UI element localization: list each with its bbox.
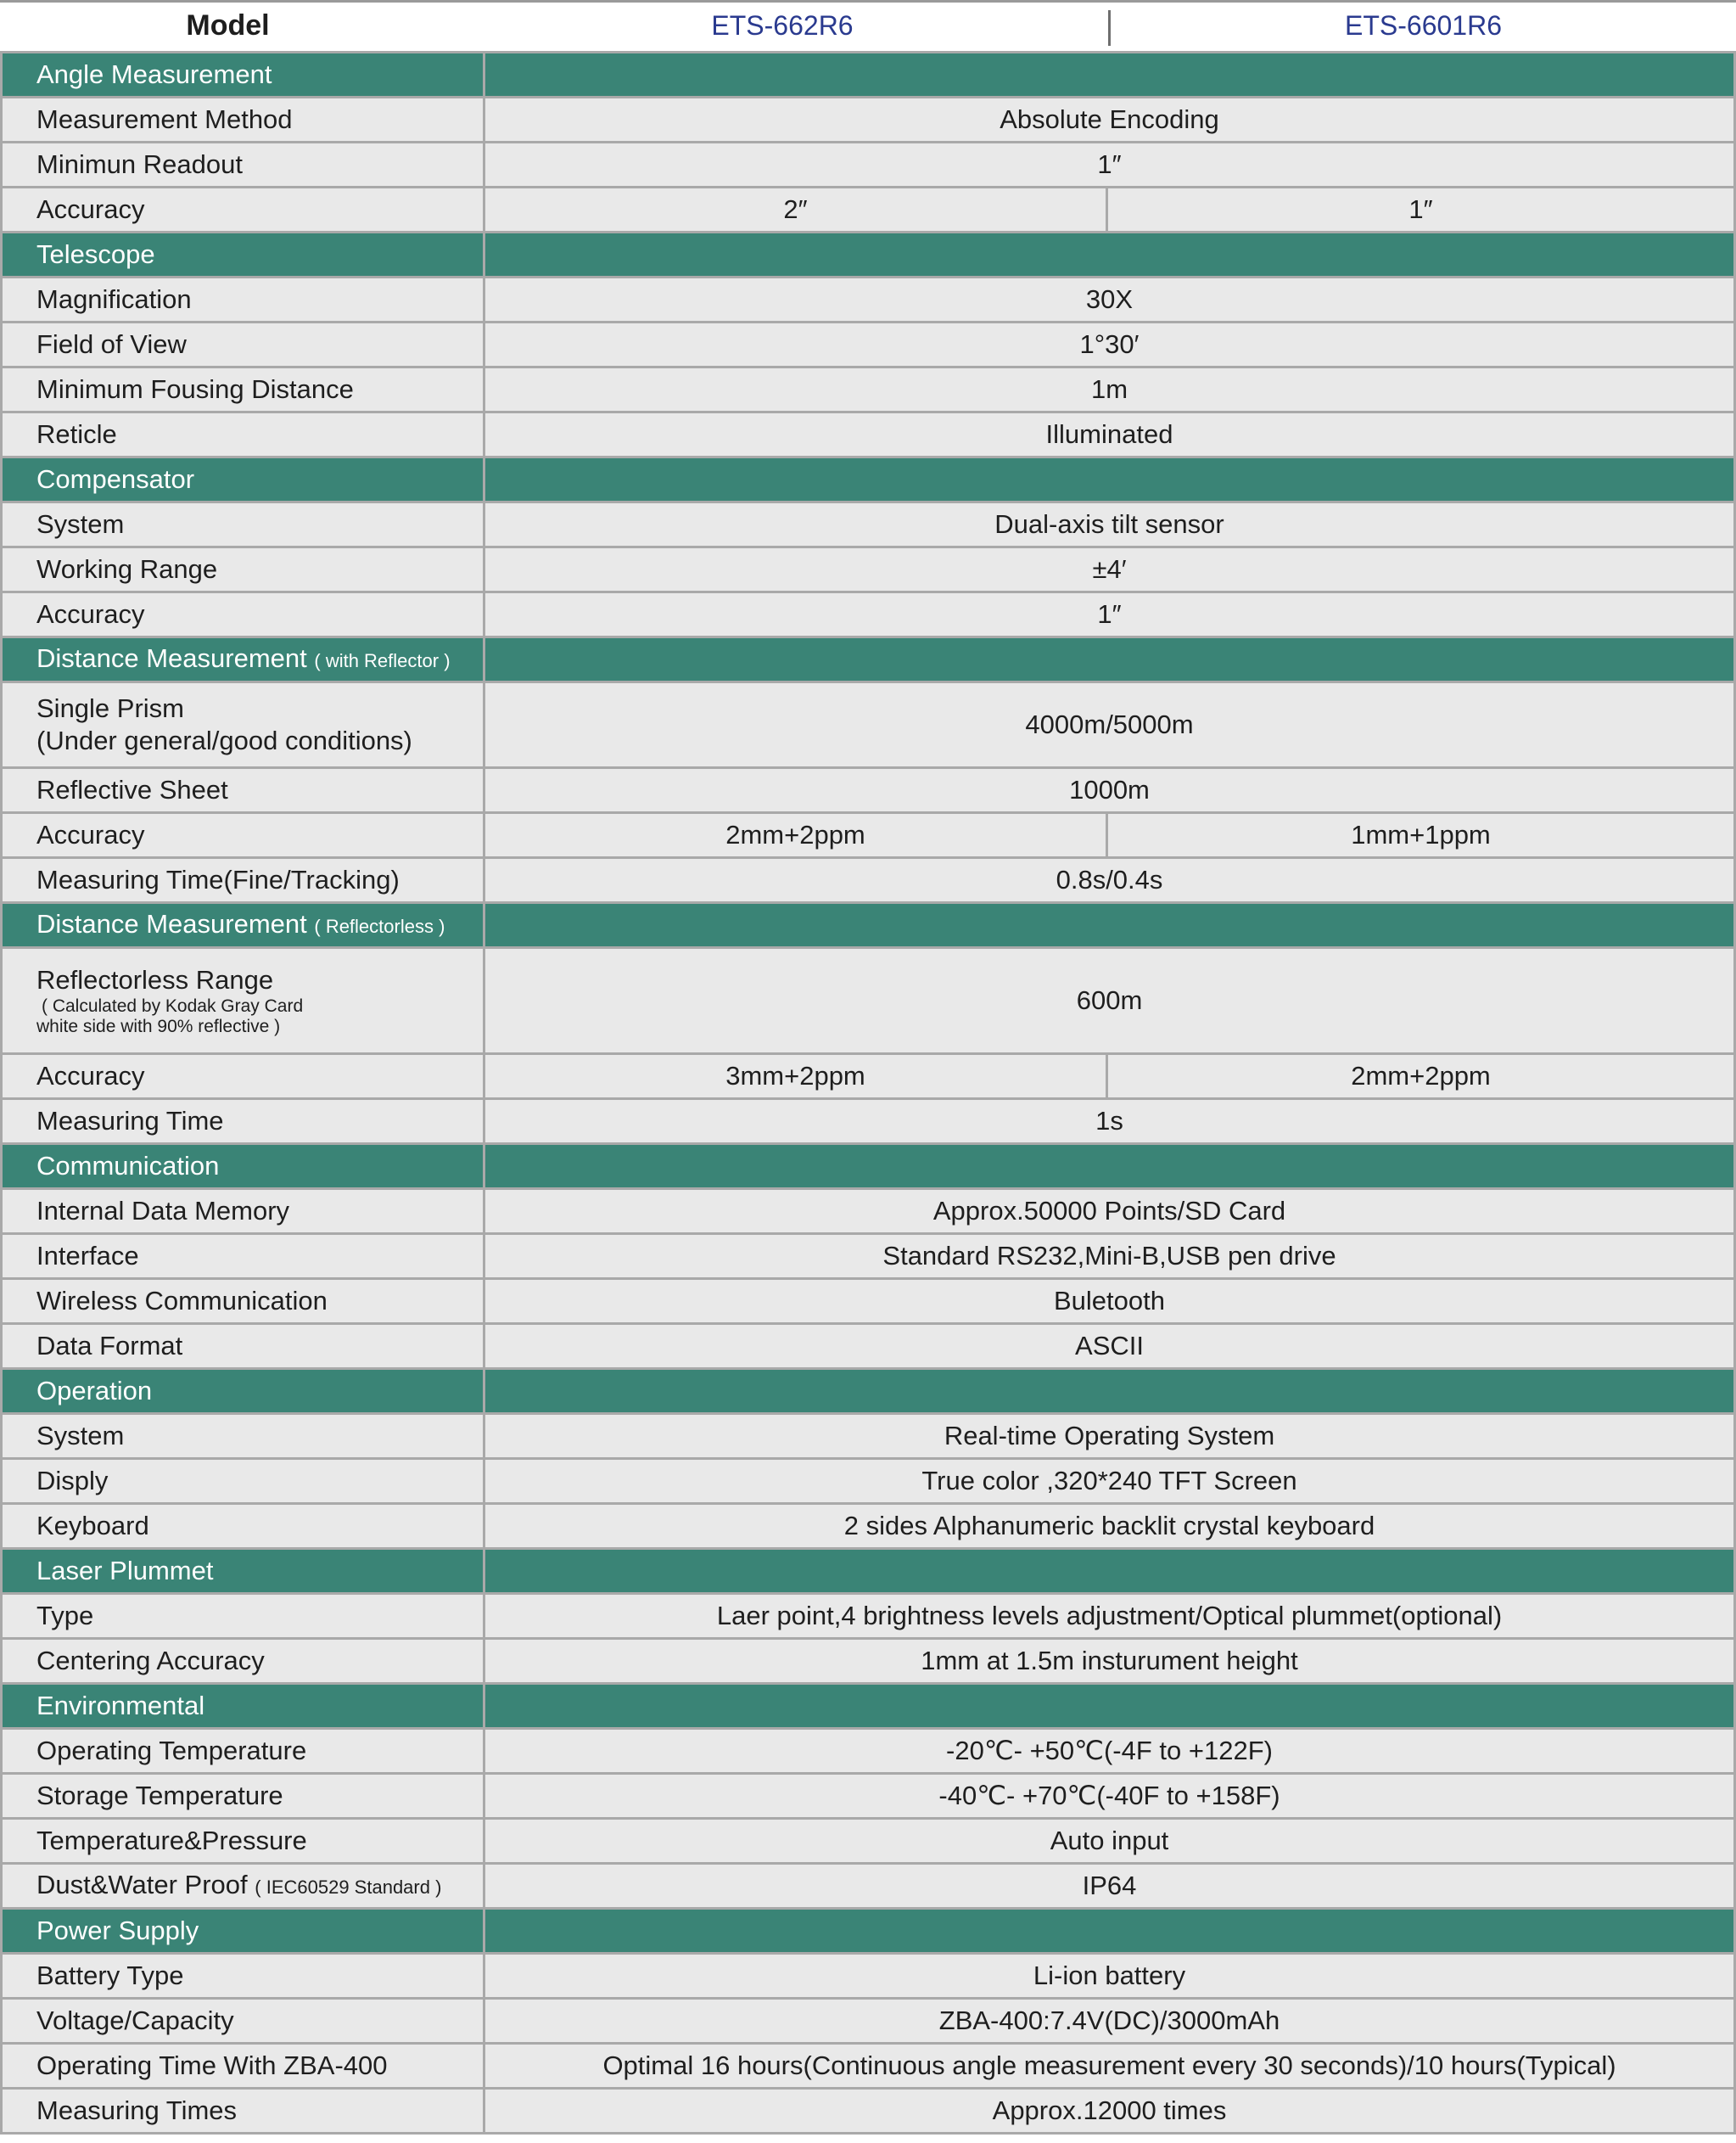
row-minimun-readout — [0, 141, 1736, 188]
row-value: ZBA-400:7.4V(DC)/3000mAh — [483, 1997, 1736, 2045]
model-name-1: ETS-662R6 — [711, 10, 854, 41]
row-value-model-1: 3mm+2ppm — [483, 1052, 1108, 1100]
section-title: Telescope — [0, 231, 485, 278]
row-angle-accuracy — [0, 186, 1736, 233]
row-value: ±4′ — [483, 546, 1736, 593]
row-label: Interface — [0, 1232, 485, 1280]
row-value: 0.8s/0.4s — [483, 856, 1736, 904]
section-fill — [483, 636, 1736, 683]
section-laser-plummet — [0, 1547, 1736, 1595]
row-value: Dual-axis tilt sensor — [483, 501, 1736, 548]
section-title: Operation — [0, 1367, 485, 1415]
row-label: Minimum Fousing Distance — [0, 366, 485, 413]
row-label: Accuracy — [0, 591, 485, 638]
row-label: Reflective Sheet — [0, 766, 485, 814]
section-operation — [0, 1367, 1736, 1415]
row-value: Illuminated — [483, 411, 1736, 458]
row-compensator-system — [0, 501, 1736, 548]
row-value: Standard RS232,Mini-B,USB pen drive — [483, 1232, 1736, 1280]
row-measurement-method — [0, 96, 1736, 143]
row-measuring-time — [0, 1097, 1736, 1145]
row-value-model-2: 1mm+1ppm — [1106, 811, 1736, 859]
row-value: Li-ion battery — [483, 1952, 1736, 2000]
row-label: Reticle — [0, 411, 485, 458]
row-value: 2 sides Alphanumeric backlit crystal keyboard — [483, 1502, 1736, 1550]
row-value: -20℃- +50℃(-4F to +122F) — [483, 1727, 1736, 1775]
section-title: Communication — [0, 1142, 485, 1190]
row-operating-temperature — [0, 1727, 1736, 1775]
row-label: Storage Temperature — [0, 1772, 485, 1820]
row-value: Real-time Operating System — [483, 1412, 1736, 1460]
row-label: Field of View — [0, 321, 485, 368]
row-label: Accuracy — [0, 1052, 485, 1100]
model-name-2: ETS-6601R6 — [1345, 10, 1502, 41]
row-data-format — [0, 1322, 1736, 1370]
row-value: Approx.12000 times — [483, 2087, 1736, 2135]
row-operating-time — [0, 2042, 1736, 2090]
section-fill — [483, 51, 1736, 98]
row-label: Temperature&Pressure — [0, 1817, 485, 1865]
row-working-range — [0, 546, 1736, 593]
row-label-line-2: (Under general/good conditions) — [36, 726, 412, 755]
row-label: Wireless Communication — [0, 1277, 485, 1325]
section-title: Power Supply — [0, 1907, 485, 1955]
row-label: Data Format — [0, 1322, 485, 1370]
row-battery-type — [0, 1952, 1736, 2000]
section-communication — [0, 1142, 1736, 1190]
row-keyboard — [0, 1502, 1736, 1550]
row-reflective-sheet — [0, 766, 1736, 814]
row-label: Type — [0, 1592, 485, 1640]
row-label: Operating Time With ZBA-400 — [0, 2042, 485, 2090]
row-label: Accuracy — [0, 811, 485, 859]
row-value-model-1: 2″ — [483, 186, 1108, 233]
row-reflectorless-range — [0, 946, 1736, 1055]
row-value: Approx.50000 Points/SD Card — [483, 1187, 1736, 1235]
row-label: Dust&Water Proof ( IEC60529 Standard ) — [0, 1862, 485, 1910]
section-fill — [483, 231, 1736, 278]
row-label: Measuring Time — [0, 1097, 485, 1145]
row-interface — [0, 1232, 1736, 1280]
row-label: Centering Accuracy — [0, 1637, 485, 1685]
row-dust-water-proof — [0, 1862, 1736, 1910]
section-fill — [483, 901, 1736, 949]
section-title: Angle Measurement — [0, 51, 485, 98]
row-magnification — [0, 276, 1736, 323]
row-note-line-1: ( Calculated by Kodak Gray Card — [42, 996, 304, 1016]
row-distance-accuracy — [0, 811, 1736, 859]
section-telescope — [0, 231, 1736, 278]
section-fill — [483, 456, 1736, 503]
row-value: Buletooth — [483, 1277, 1736, 1325]
section-fill — [483, 1367, 1736, 1415]
section-compensator — [0, 456, 1736, 503]
row-minimum-focusing-distance — [0, 366, 1736, 413]
model-header — [0, 0, 1736, 49]
row-measuring-times — [0, 2087, 1736, 2135]
row-label: Battery Type — [0, 1952, 485, 2000]
row-value: 4000m/5000m — [483, 681, 1736, 769]
row-operating-system — [0, 1412, 1736, 1460]
row-label: Minimun Readout — [0, 141, 485, 188]
row-value: 1s — [483, 1097, 1736, 1145]
row-note: ( IEC60529 Standard ) — [255, 1876, 442, 1898]
row-single-prism — [0, 681, 1736, 769]
row-wireless-communication — [0, 1277, 1736, 1325]
row-field-of-view — [0, 321, 1736, 368]
row-value: ASCII — [483, 1322, 1736, 1370]
row-label: System — [0, 1412, 485, 1460]
section-title: Environmental — [0, 1682, 485, 1730]
row-value: Auto input — [483, 1817, 1736, 1865]
row-value: 600m — [483, 946, 1736, 1055]
section-fill — [483, 1907, 1736, 1955]
section-title: Distance Measurement ( Reflectorless ) — [0, 901, 485, 949]
row-label: Disply — [0, 1457, 485, 1505]
row-value-model-2: 2mm+2ppm — [1106, 1052, 1736, 1100]
row-value: 1m — [483, 366, 1736, 413]
row-label: Reflectorless Range ( Calculated by Kodak Gray Card white side with 90% reflective ) — [0, 946, 485, 1055]
row-voltage-capacity — [0, 1997, 1736, 2045]
row-value-model-1: 2mm+2ppm — [483, 811, 1108, 859]
row-value: Optimal 16 hours(Continuous angle measurement every 30 seconds)/10 hours(Typical) — [483, 2042, 1736, 2090]
row-label: Magnification — [0, 276, 485, 323]
model-label: Model — [186, 9, 270, 42]
row-reflectorless-accuracy — [0, 1052, 1736, 1100]
row-value-model-2: 1″ — [1106, 186, 1736, 233]
row-measuring-time-fine-tracking — [0, 856, 1736, 904]
row-value: Absolute Encoding — [483, 96, 1736, 143]
row-label: Operating Temperature — [0, 1727, 485, 1775]
row-internal-data-memory — [0, 1187, 1736, 1235]
row-value: -40℃- +70℃(-40F to +158F) — [483, 1772, 1736, 1820]
row-reticle — [0, 411, 1736, 458]
row-value: 30X — [483, 276, 1736, 323]
row-label: Measuring Time(Fine/Tracking) — [0, 856, 485, 904]
section-environmental — [0, 1682, 1736, 1730]
row-label: System — [0, 501, 485, 548]
row-label: Working Range — [0, 546, 485, 593]
row-centering-accuracy — [0, 1637, 1736, 1685]
row-temperature-pressure — [0, 1817, 1736, 1865]
row-label: Measurement Method — [0, 96, 485, 143]
section-note: ( Reflectorless ) — [314, 915, 445, 937]
section-title: Laser Plummet — [0, 1547, 485, 1595]
row-note-line-2: white side with 90% reflective ) — [36, 1017, 281, 1036]
section-note: ( with Reflector ) — [314, 649, 451, 671]
section-distance-reflectorless — [0, 901, 1736, 949]
row-label: Single Prism (Under general/good conditions) — [0, 681, 485, 769]
row-value: True color ,320*240 TFT Screen — [483, 1457, 1736, 1505]
row-laser-type — [0, 1592, 1736, 1640]
row-value: 1°30′ — [483, 321, 1736, 368]
section-title: Compensator — [0, 456, 485, 503]
row-value: 1000m — [483, 766, 1736, 814]
row-value: Laer point,4 brightness levels adjustment/Optical plummet(optional) — [483, 1592, 1736, 1640]
section-distance-with-reflector — [0, 636, 1736, 683]
section-fill — [483, 1547, 1736, 1595]
row-storage-temperature — [0, 1772, 1736, 1820]
row-label: Keyboard — [0, 1502, 485, 1550]
section-fill — [483, 1682, 1736, 1730]
section-angle-measurement — [0, 51, 1736, 98]
row-value: 1mm at 1.5m insturument height — [483, 1637, 1736, 1685]
section-title: Distance Measurement ( with Reflector ) — [0, 636, 485, 683]
section-fill — [483, 1142, 1736, 1190]
row-value: 1″ — [483, 141, 1736, 188]
row-value: 1″ — [483, 591, 1736, 638]
row-label: Measuring Times — [0, 2087, 485, 2135]
row-compensator-accuracy — [0, 591, 1736, 638]
section-power-supply — [0, 1907, 1736, 1955]
row-label: Accuracy — [0, 186, 485, 233]
row-value: IP64 — [483, 1862, 1736, 1910]
row-label: Internal Data Memory — [0, 1187, 485, 1235]
row-label: Voltage/Capacity — [0, 1997, 485, 2045]
row-display — [0, 1457, 1736, 1505]
